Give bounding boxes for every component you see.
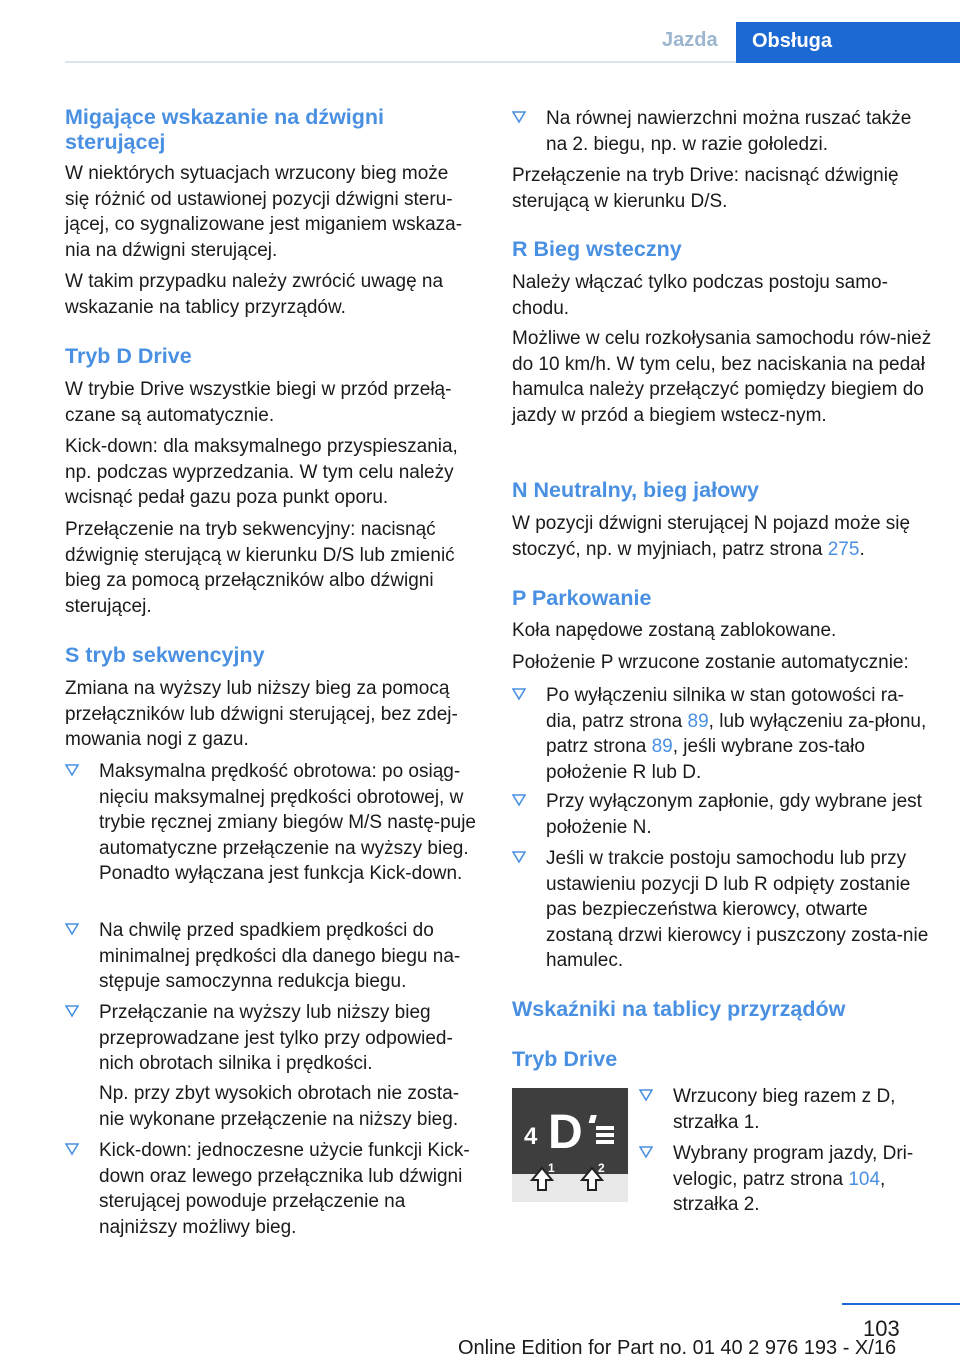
tab-jazda[interactable]: Jazda bbox=[662, 29, 718, 51]
bullet-triangle-icon bbox=[65, 922, 79, 936]
bullet-triangle-icon bbox=[512, 793, 526, 807]
gear-display-image bbox=[512, 1088, 628, 1202]
list-item-continuation: Np. przy zbyt wysokich obrotach nie zosta‐nie wykonane przełączenie na niższy bieg. bbox=[99, 1083, 460, 1130]
gear-display-graphic bbox=[512, 1088, 628, 1202]
para-kickdown: Kick-down: dla maksymalnego przyspieszania, np. podczas wyprzedzania. W tym celu należy wcisnąć pedał gazu poza punkt oporu. bbox=[65, 436, 458, 508]
heading-tryb-d: Tryb D Drive bbox=[65, 344, 192, 368]
para-postoju: Należy włączać tylko podczas postoju samo‐chodu. bbox=[512, 272, 888, 319]
heading-p-parkowanie: P Parkowanie bbox=[512, 586, 652, 610]
heading-r-bieg: R Bieg wsteczny bbox=[512, 237, 682, 261]
list-item: Wrzucony bieg razem z D, strzałka 1. bbox=[639, 1084, 932, 1140]
heading-n-neutralny: N Neutralny, bieg jałowy bbox=[512, 478, 759, 502]
footer-rule bbox=[842, 1303, 960, 1305]
page-link-89[interactable]: 89 bbox=[687, 710, 709, 732]
heading-tryb-drive: Tryb Drive bbox=[512, 1047, 618, 1071]
para-rozkolysania: Możliwe w celu rozkołysania samochodu rów‐nież do 10 km/h. W tym celu, bez naciskania na pedał hamulca należy przełączyć pomiędzy biegiem do jazdy w przód a biegiem wstecz‐nym. bbox=[512, 328, 932, 426]
list-item: Na chwilę przed spadkiem prędkości do minimalnej prędkości dla danego biegu na‐stępuje samoczynna redukcja biegu. bbox=[65, 918, 479, 998]
list-item: Jeśli w trakcie postoju samochodu lub przy ustawieniu pozycji D lub R odpięty zostanie pas bezpieczeństwa kierowcy, otwarte zostaną drzwi kierowcy i puszczony zosta‐nie hamulec. bbox=[512, 846, 932, 956]
list-item: Maksymalna prędkość obrotowa: po osiąg‐nięciu maksymalnej prędkości obrotowej, w trybie ręcznej zmiany biegów M/S nastę‐puje automatyczne przełączenie na wyższy bieg. Ponadto wyłączana jest funkcja Kick-down. bbox=[65, 759, 479, 889]
arrow-2-label: 2 bbox=[598, 1161, 605, 1175]
para-takim: W takim przypadku należy zwrócić uwagę na wskazanie na tablicy przyrządów. bbox=[65, 271, 444, 318]
gear-number: 4 bbox=[524, 1123, 538, 1150]
page-link-275[interactable]: 275 bbox=[827, 538, 860, 560]
bullet-triangle-icon bbox=[639, 1145, 653, 1159]
page-link-104[interactable]: 104 bbox=[848, 1168, 881, 1190]
bullet-triangle-icon bbox=[65, 1142, 79, 1156]
bullet-triangle-icon bbox=[512, 850, 526, 864]
list-item: Przy wyłączonym zapłonie, gdy wybrane jest położenie N. bbox=[512, 789, 932, 845]
bullet-triangle-icon bbox=[639, 1088, 653, 1102]
footer-edition-note: Online Edition for Part no. 01 40 2 976 193 - X/16 bbox=[458, 1337, 897, 1359]
heading-migajace: Migające wskazanie na dźwigni sterującej bbox=[65, 105, 385, 154]
tab-obsluga[interactable]: Obsługa bbox=[736, 22, 960, 63]
heading-s-tryb: S tryb sekwencyjny bbox=[65, 643, 265, 667]
bullet-triangle-icon bbox=[512, 110, 526, 124]
bullet-triangle-icon bbox=[512, 687, 526, 701]
arrow-1-label: 1 bbox=[548, 1161, 555, 1175]
para-drive-switch: Przełączenie na tryb Drive: nacisnąć dźwignię sterującą w kierunku D/S. bbox=[512, 165, 899, 212]
para-polozenie-p: Położenie P wrzucone zostanie automatycznie: bbox=[512, 652, 909, 673]
page-number: 103 bbox=[863, 1316, 900, 1341]
para-stoczyc: W pozycji dźwigni sterującej N pojazd może się stoczyć, np. w myjniach, patrz strona 275. bbox=[512, 513, 911, 560]
heading-wskazniki: Wskaźniki na tablicy przyrządów bbox=[512, 997, 846, 1021]
list-item: Kick-down: jednoczesne użycie funkcji Kick-down oraz lewego przełącznika lub dźwigni sterującej powoduje przełączenie na najniższy możliwy bieg. bbox=[65, 1138, 479, 1248]
para-niektorych: W niektórych sytuacjach wrzucony bieg może się różnić od ustawionej pozycji dźwigni steru‐jącej, co sygnalizowane jest miganiem wskaza‐nia na dźwigni sterującej. bbox=[65, 163, 463, 261]
para-sekwencyjny-switch: Przełączenie na tryb sekwencyjny: nacisnąć dźwignię sterującą w kierunku D/S lub zmienić bieg za pomocą przełączników albo dźwigni sterującej. bbox=[65, 519, 455, 617]
bullet-triangle-icon bbox=[65, 763, 79, 777]
para-zmiana: Zmiana na wyższy lub niższy bieg za pomocą przełączników lub dźwigni sterującej, bez zdej‐mowania nogi z gazu. bbox=[65, 678, 458, 750]
list-item: Wybrany program jazdy, Dri‐velogic, patrz strona 104, strzałka 2. bbox=[639, 1141, 932, 1221]
list-item: Na równej nawierzchni można ruszać także na 2. biegu, np. w razie gołoledzi. bbox=[512, 106, 932, 162]
para-kola: Koła napędowe zostaną zablokowane. bbox=[512, 620, 837, 641]
bullet-triangle-icon bbox=[65, 1004, 79, 1018]
list-item: Po wyłączeniu silnika w stan gotowości ra‐dia, patrz strona 89, lub wyłączeniu za‐płonu, patrz strona 89, jeśli wybrane zos‐tało położenie R lub D. bbox=[512, 683, 932, 788]
gear-mode: D bbox=[548, 1106, 583, 1159]
para-trybie-drive: W trybie Drive wszystkie biegi w przód przełą‐czane są automatycznie. bbox=[65, 379, 452, 426]
page-link-89[interactable]: 89 bbox=[651, 736, 673, 757]
list-item: Przełączanie na wyższy lub niższy bieg przeprowadzane jest tylko przy odpowied‐nich obrotach silnika i prędkości. bbox=[65, 1000, 479, 1080]
